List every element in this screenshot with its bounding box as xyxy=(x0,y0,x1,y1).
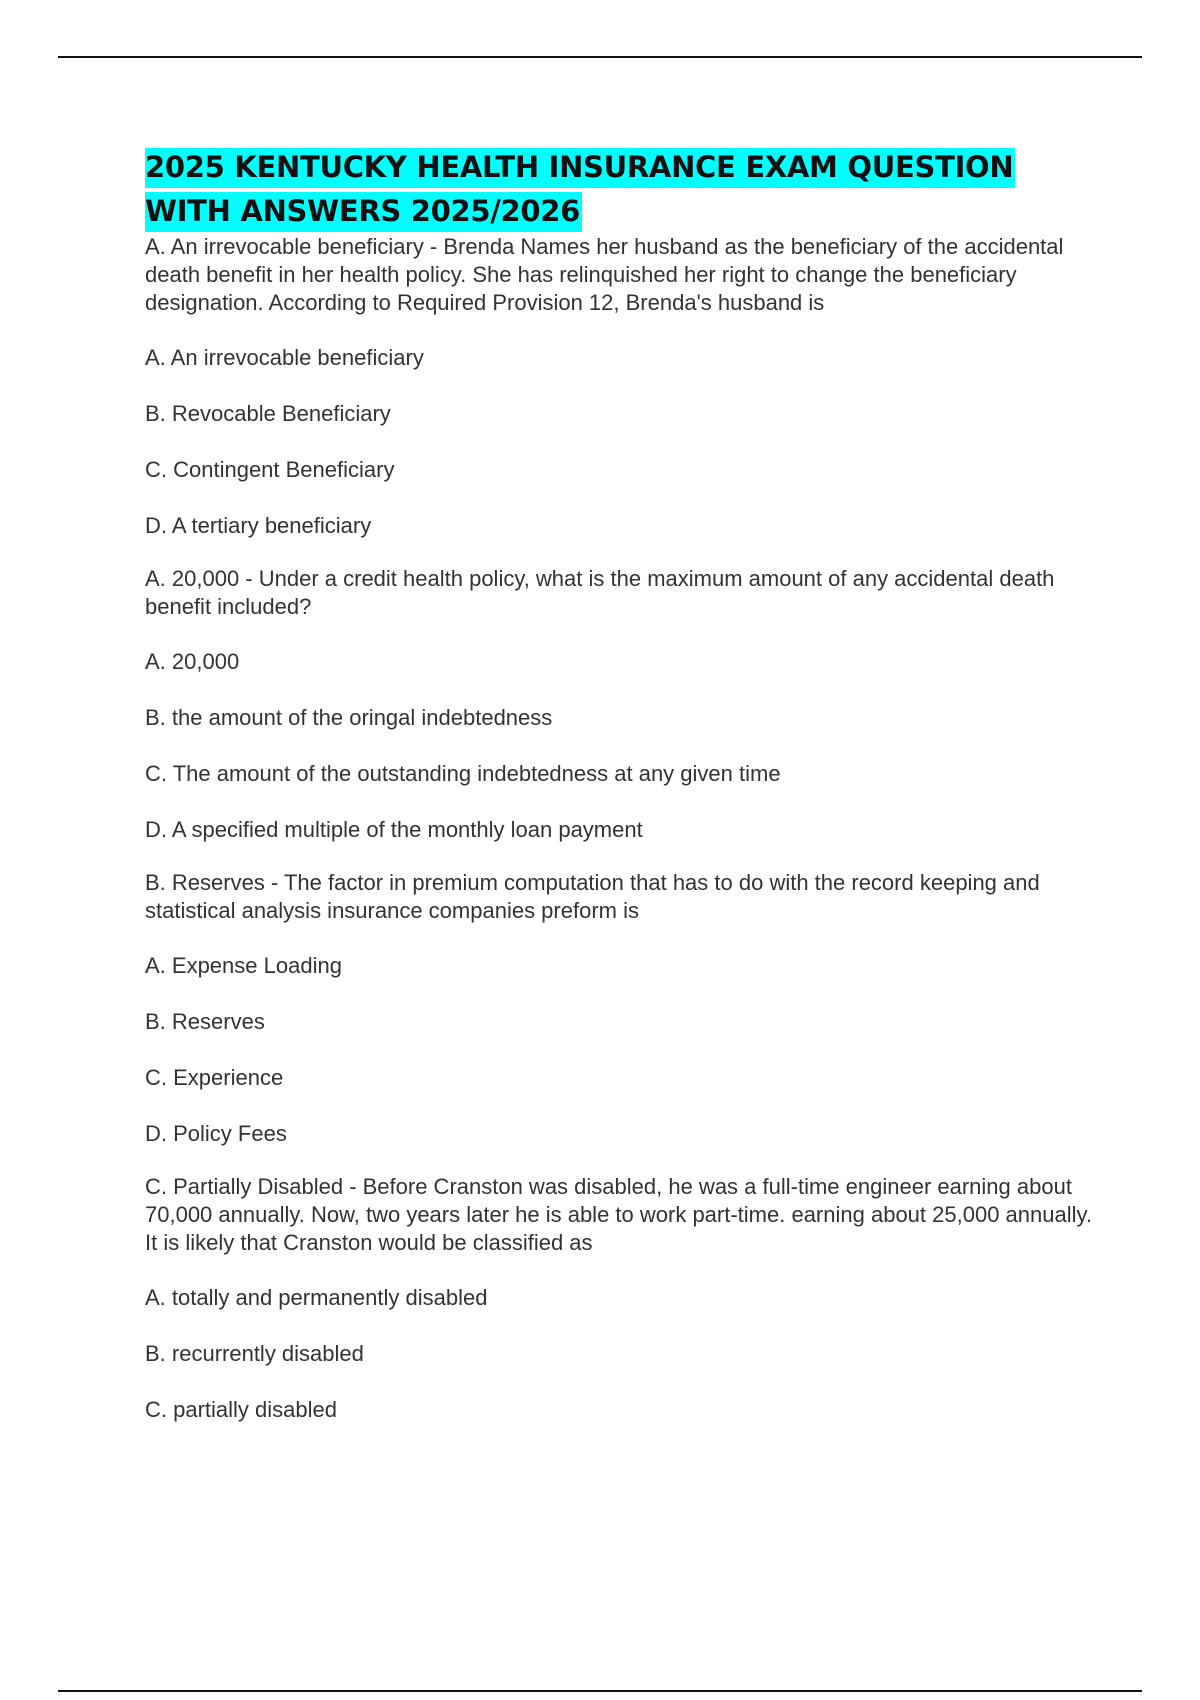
q2-option-d: D. A specified multiple of the monthly loan payment xyxy=(145,817,643,842)
q4-option-a: A. totally and permanently disabled xyxy=(145,1285,488,1310)
q2-option-a: A. 20,000 xyxy=(145,649,240,674)
document-title xyxy=(145,145,1095,233)
question-prompt-1: A. An irrevocable beneficiary - Brenda Names her husband as the beneficiary of the accidental death benefit in her health policy. She has relinquished her right to change the beneficiary designation. According to Required Provision 12, Brenda's husband is xyxy=(145,234,1064,315)
question-prompt-3: B. Reserves - The factor in premium computation that has to do with the record keeping and statistical analysis insurance companies preform is xyxy=(145,870,1040,923)
q1-option-a: A. An irrevocable beneficiary xyxy=(145,345,424,370)
q3-option-c: C. Experience xyxy=(145,1065,284,1090)
q3-option-a: A. Expense Loading xyxy=(145,953,342,978)
top-rule xyxy=(58,56,1142,58)
q2-option-b: B. the amount of the oringal indebtedness xyxy=(145,705,553,730)
bottom-rule xyxy=(58,1690,1142,1692)
title-highlight: 2025 KENTUCKY HEALTH INSURANCE EXAM QUESTION WITH ANSWERS 2025/2026 xyxy=(145,148,1015,232)
q1-option-b: B. Revocable Beneficiary xyxy=(145,401,391,426)
q1-option-c: C. Contingent Beneficiary xyxy=(145,457,395,482)
question-prompt-2: A. 20,000 - Under a credit health policy, what is the maximum amount of any accidental death benefit included? xyxy=(145,566,1055,619)
q4-option-c: C. partially disabled xyxy=(145,1397,337,1422)
q3-option-d: D. Policy Fees xyxy=(145,1121,287,1146)
question-prompt-4: C. Partially Disabled - Before Cranston was disabled, he was a full-time engineer earning about 70,000 annually. Now, two years later he is able to work part-time. earning about 25,000 annually. It is likely that Cranston would be classified as xyxy=(145,1174,1092,1255)
q3-option-b: B. Reserves xyxy=(145,1009,265,1034)
document-body xyxy=(145,145,1095,1452)
q1-option-d: D. A tertiary beneficiary xyxy=(145,513,372,538)
q4-option-b: B. recurrently disabled xyxy=(145,1341,364,1366)
q2-option-c: C. The amount of the outstanding indebtedness at any given time xyxy=(145,761,781,786)
